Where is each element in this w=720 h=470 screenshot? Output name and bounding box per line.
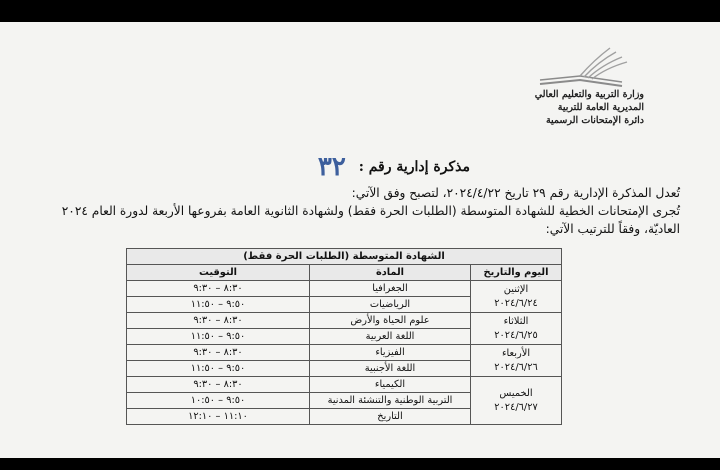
subject-cell: علوم الحياة والأرض [310, 313, 471, 329]
ministry-header [535, 88, 644, 127]
day-name: الإثنين [503, 283, 529, 295]
table-header-row [127, 265, 562, 281]
time-cell: ٨:٣٠ – ٩:٣٠ [127, 313, 310, 329]
day-date: ٢٠٢٤/٦/٢٥ [494, 329, 538, 341]
exam-schedule-table [126, 248, 562, 425]
subject-cell: الفيزياء [310, 345, 471, 361]
time-cell: ٩:٥٠ – ١١:٥٠ [127, 361, 310, 377]
day-name: الأربعاء [501, 347, 531, 359]
time-cell: ٩:٥٠ – ١١:٥٠ [127, 297, 310, 313]
day-name: الخميس [499, 387, 533, 399]
table-caption: الشهادة المتوسطة (الطلبات الحرة فقط) [127, 249, 562, 265]
subject-cell: التربية الوطنية والتنشئة المدنية [310, 393, 471, 409]
day-date: ٢٠٢٤/٦/٢٧ [494, 401, 538, 413]
header-day: اليوم والتاريخ [471, 265, 562, 281]
time-cell: ٨:٣٠ – ٩:٣٠ [127, 345, 310, 361]
day-name: الثلاثاء [503, 315, 529, 327]
time-cell: ١١:١٠ – ١٢:١٠ [127, 409, 310, 425]
table-row [127, 281, 562, 297]
subject-cell: التاريخ [310, 409, 471, 425]
header-subject: المادة [310, 265, 471, 281]
table-row [127, 345, 562, 361]
day-cell [471, 313, 562, 345]
body-line-1: تُعدل المذكرة الإدارية رقم ٢٩ تاريخ ٢٠٢٤/٤/٢٢، لتصبح وفق الآتي: [351, 186, 680, 200]
time-cell: ٩:٥٠ – ١١:٥٠ [127, 329, 310, 345]
subject-cell: الجغرافيا [310, 281, 471, 297]
body-line-2: تُجرى الإمتحانات الخطية للشهادة المتوسطة (الطلبات الحرة فقط) ولشهادة الثانوية العامة بفروعها الأربعة لدورة العام ٢٠٢٤ [61, 204, 680, 218]
day-date: ٢٠٢٤/٦/٢٦ [494, 361, 538, 373]
table-row [127, 377, 562, 393]
day-date: ٢٠٢٤/٦/٢٤ [494, 297, 538, 309]
subject-cell: اللغة العربية [310, 329, 471, 345]
ministry-line: وزارة التربية والتعليم العالي [534, 89, 644, 100]
subject-cell: الكيمياء [310, 377, 471, 393]
time-cell: ٩:٥٠ – ١٠:٥٠ [127, 393, 310, 409]
time-cell: ٨:٣٠ – ٩:٣٠ [127, 377, 310, 393]
day-cell [471, 345, 562, 377]
table-row [127, 313, 562, 329]
subject-cell: الرياضيات [310, 297, 471, 313]
memo-title: مذكرة إدارية رقم : [358, 159, 470, 175]
memo-heading [230, 152, 470, 182]
header-time: التوقيت [127, 265, 310, 281]
time-cell: ٨:٣٠ – ٩:٣٠ [127, 281, 310, 297]
directorate-line: المديرية العامة للتربية [557, 102, 644, 113]
department-line: دائرة الإمتحانات الرسمية [545, 115, 644, 126]
body-line-3: العاديّة، وفقاً للترتيب الآتي: [545, 222, 680, 236]
subject-cell: اللغة الأجنبية [310, 361, 471, 377]
day-cell [471, 377, 562, 425]
day-cell [471, 281, 562, 313]
table-caption-row [127, 249, 562, 265]
document-page [0, 22, 720, 458]
memo-number: ٣٢ [317, 152, 346, 182]
